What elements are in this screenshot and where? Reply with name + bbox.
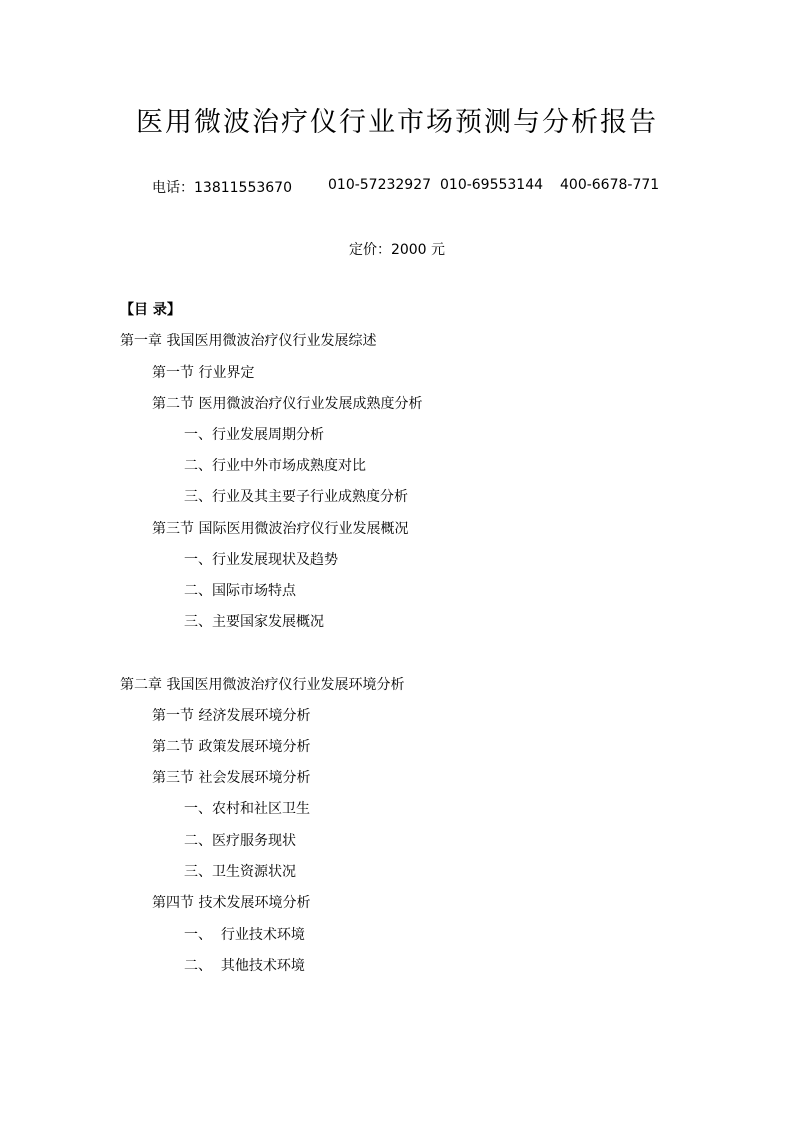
toc-chapter-2: 第二章 我国医用微波治疗仪行业发展环境分析	[120, 677, 405, 693]
toc-item: 二、医疗服务现状	[184, 833, 296, 849]
toc-section: 第二节 医用微波治疗仪行业发展成熟度分析	[152, 396, 423, 412]
toc-heading: 【目 录】	[120, 302, 181, 318]
toc-item: 三、卫生资源状况	[184, 864, 296, 880]
toc-section: 第一节 经济发展环境分析	[152, 708, 311, 724]
toc-section: 第三节 国际医用微波治疗仪行业发展概况	[152, 521, 409, 537]
toc-item: 一、行业发展现状及趋势	[184, 552, 338, 568]
contact-phone-3: 010-69553144	[440, 177, 544, 193]
toc-section: 第四节 技术发展环境分析	[152, 895, 311, 911]
toc-item: 一、 行业技术环境	[184, 927, 305, 943]
toc-section: 第二节 政策发展环境分析	[152, 739, 311, 755]
toc-item: 二、国际市场特点	[184, 583, 296, 599]
toc-item: 二、 其他技术环境	[184, 958, 305, 974]
toc-item: 一、行业发展周期分析	[184, 427, 324, 443]
contact-phone-4: 400-6678-771	[560, 177, 660, 193]
contact-phone-1: 电话：13811553670	[152, 180, 292, 196]
toc-item: 二、行业中外市场成熟度对比	[184, 458, 366, 474]
price: 定价：2000 元	[348, 242, 446, 258]
toc-chapter-1: 第一章 我国医用微波治疗仪行业发展综述	[120, 333, 377, 349]
toc-section: 第三节 社会发展环境分析	[152, 770, 311, 786]
page-title: 医用微波治疗仪行业市场预测与分析报告	[136, 107, 658, 138]
toc-item: 一、农村和社区卫生	[184, 801, 310, 817]
toc-item: 三、行业及其主要子行业成熟度分析	[184, 489, 408, 505]
contact-phone-2: 010-57232927	[328, 177, 432, 193]
toc-item: 三、主要国家发展概况	[184, 614, 324, 630]
toc-section: 第一节 行业界定	[152, 365, 255, 381]
